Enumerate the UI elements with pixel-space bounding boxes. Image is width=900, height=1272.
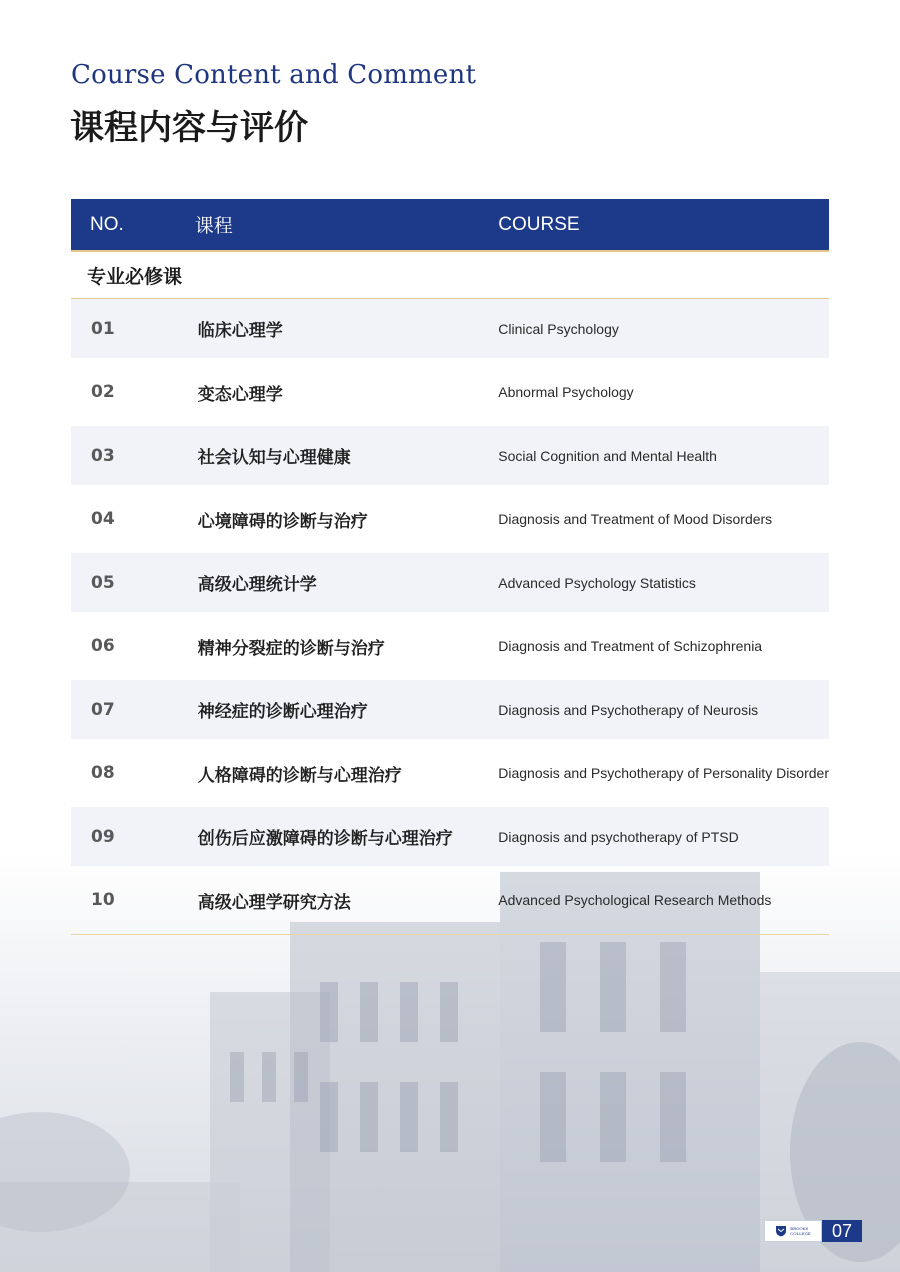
course-name-cn: 社会认知与心理健康 [197, 448, 351, 468]
table-row [71, 553, 829, 612]
page-title-english: Course Content and Comment [71, 60, 477, 90]
table-row [71, 485, 829, 553]
course-name-cn: 临床心理学 [197, 321, 283, 341]
course-table [71, 199, 829, 935]
course-name-cn: 创伤后应激障碍的诊断与心理治疗 [197, 829, 453, 849]
footer-page-badge [764, 1220, 862, 1242]
course-name-en: Clinical Psychology [498, 320, 619, 337]
logo-line1: BROOKS [790, 1226, 809, 1231]
course-number: 08 [91, 763, 115, 783]
course-number: 03 [91, 445, 115, 466]
page-number: 07 [822, 1220, 862, 1242]
course-name-en: Abnormal Psychology [498, 384, 634, 400]
table-row [71, 866, 829, 935]
table-row [71, 426, 829, 485]
table-row [71, 358, 829, 426]
course-name-en: Advanced Psychology Statistics [498, 574, 696, 591]
column-header-course-en: COURSE [498, 213, 580, 235]
table-row [71, 739, 829, 807]
course-name-cn: 神经症的诊断心理治疗 [197, 702, 368, 722]
course-number: 05 [91, 572, 115, 593]
section-label: 专业必修课 [71, 251, 829, 299]
course-name-en: Diagnosis and psychotherapy of PTSD [498, 828, 739, 845]
crest-icon [775, 1225, 787, 1237]
course-number: 07 [91, 699, 115, 720]
course-number: 02 [91, 382, 115, 402]
logo-line2: COLLEGE [790, 1231, 811, 1236]
section-row [71, 251, 829, 299]
course-number: 04 [91, 509, 115, 529]
column-header-course-cn: 课程 [194, 215, 233, 237]
course-number: 01 [91, 318, 115, 339]
course-name-en: Diagnosis and Psychotherapy of Personality Disorder [498, 765, 829, 781]
course-name-cn: 高级心理学研究方法 [197, 892, 351, 913]
course-name-en: Diagnosis and Treatment of Mood Disorders [498, 511, 773, 527]
college-logo [764, 1220, 822, 1242]
course-name-cn: 心境障碍的诊断与治疗 [197, 511, 368, 532]
table-row [71, 299, 829, 359]
course-name-cn: 精神分裂症的诊断与治疗 [197, 638, 385, 659]
course-name-en: Social Cognition and Mental Health [498, 447, 717, 464]
page-title-chinese: 课程内容与评价 [70, 108, 308, 148]
course-name-cn: 变态心理学 [197, 384, 283, 405]
table-header-row [71, 199, 829, 251]
course-name-en: Diagnosis and Treatment of Schizophrenia [498, 638, 763, 654]
column-header-no: NO. [90, 213, 124, 235]
table-bottom-rule [71, 935, 829, 936]
course-name-en: Advanced Psychological Research Methods [498, 892, 772, 908]
table-row [71, 680, 829, 739]
table-row [71, 807, 829, 866]
course-name-en: Diagnosis and Psychotherapy of Neurosis [498, 701, 759, 718]
course-name-cn: 人格障碍的诊断与心理治疗 [197, 765, 402, 786]
table-row [71, 612, 829, 680]
course-name-cn: 高级心理统计学 [197, 575, 317, 595]
course-number: 09 [91, 826, 115, 847]
course-number: 06 [91, 636, 115, 656]
course-number: 10 [91, 890, 115, 910]
